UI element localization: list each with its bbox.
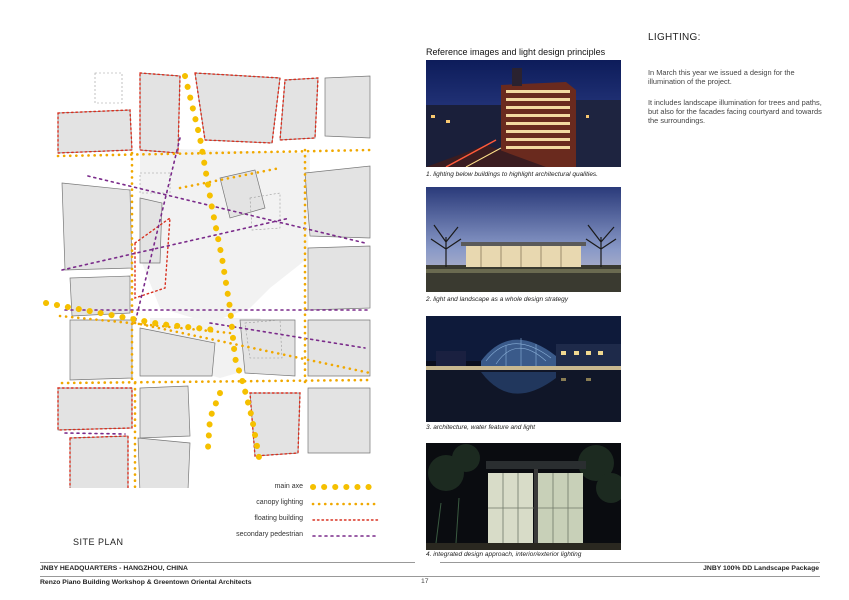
- reference-caption-1: 1. lighting below buildings to highlight architectural qualities.: [426, 171, 598, 178]
- reference-photo-1: [426, 60, 621, 167]
- footer-divider-bottom: [40, 576, 820, 577]
- reference-title: Reference images and light design principles: [426, 47, 606, 57]
- footer-divider-right: [440, 562, 820, 563]
- legend-label-main-axe: main axe: [274, 483, 303, 490]
- reference-photo-3: [426, 316, 621, 422]
- page-number: 17: [421, 578, 429, 585]
- reference-photo-4: [426, 443, 621, 550]
- reference-photo-2: [426, 187, 621, 292]
- reference-caption-3: 3. architecture, water feature and light: [426, 424, 536, 431]
- reference-caption-2: 2. light and landscape as a whole design strategy: [426, 296, 569, 303]
- legend-symbol-floating-building: [310, 515, 380, 525]
- lighting-paragraph-2: It includes landscape illumination for trees and paths, but also for the facades facing courtyard and towards the surroundings.: [648, 98, 822, 125]
- site-plan-label: SITE PLAN: [73, 537, 124, 547]
- legend-label-secondary-pedestrian: secondary pedestrian: [236, 531, 303, 538]
- footer-architects: Renzo Piano Building Workshop & Greentown Oriental Architects: [40, 579, 252, 586]
- reference-caption-4: 4. integrated design approach, interior/exterior lighting: [426, 551, 582, 558]
- legend-symbol-main-axe: [310, 482, 380, 492]
- legend-label-canopy-lighting: canopy lighting: [256, 499, 303, 506]
- lighting-paragraph-1: In March this year we issued a design for the illumination of the project.: [648, 68, 795, 86]
- legend-symbol-canopy-lighting: [310, 499, 380, 509]
- lighting-heading: LIGHTING:: [648, 32, 701, 43]
- legend-label-floating-building: floating building: [254, 515, 303, 522]
- site-plan-drawing: [40, 58, 390, 488]
- footer-project: JNBY HEADQUARTERS - HANGZHOU, CHINA: [40, 565, 188, 572]
- footer-package: JNBY 100% DD Landscape Package: [703, 565, 819, 572]
- footer-divider-left: [40, 562, 415, 563]
- legend-symbol-secondary-pedestrian: [310, 531, 380, 541]
